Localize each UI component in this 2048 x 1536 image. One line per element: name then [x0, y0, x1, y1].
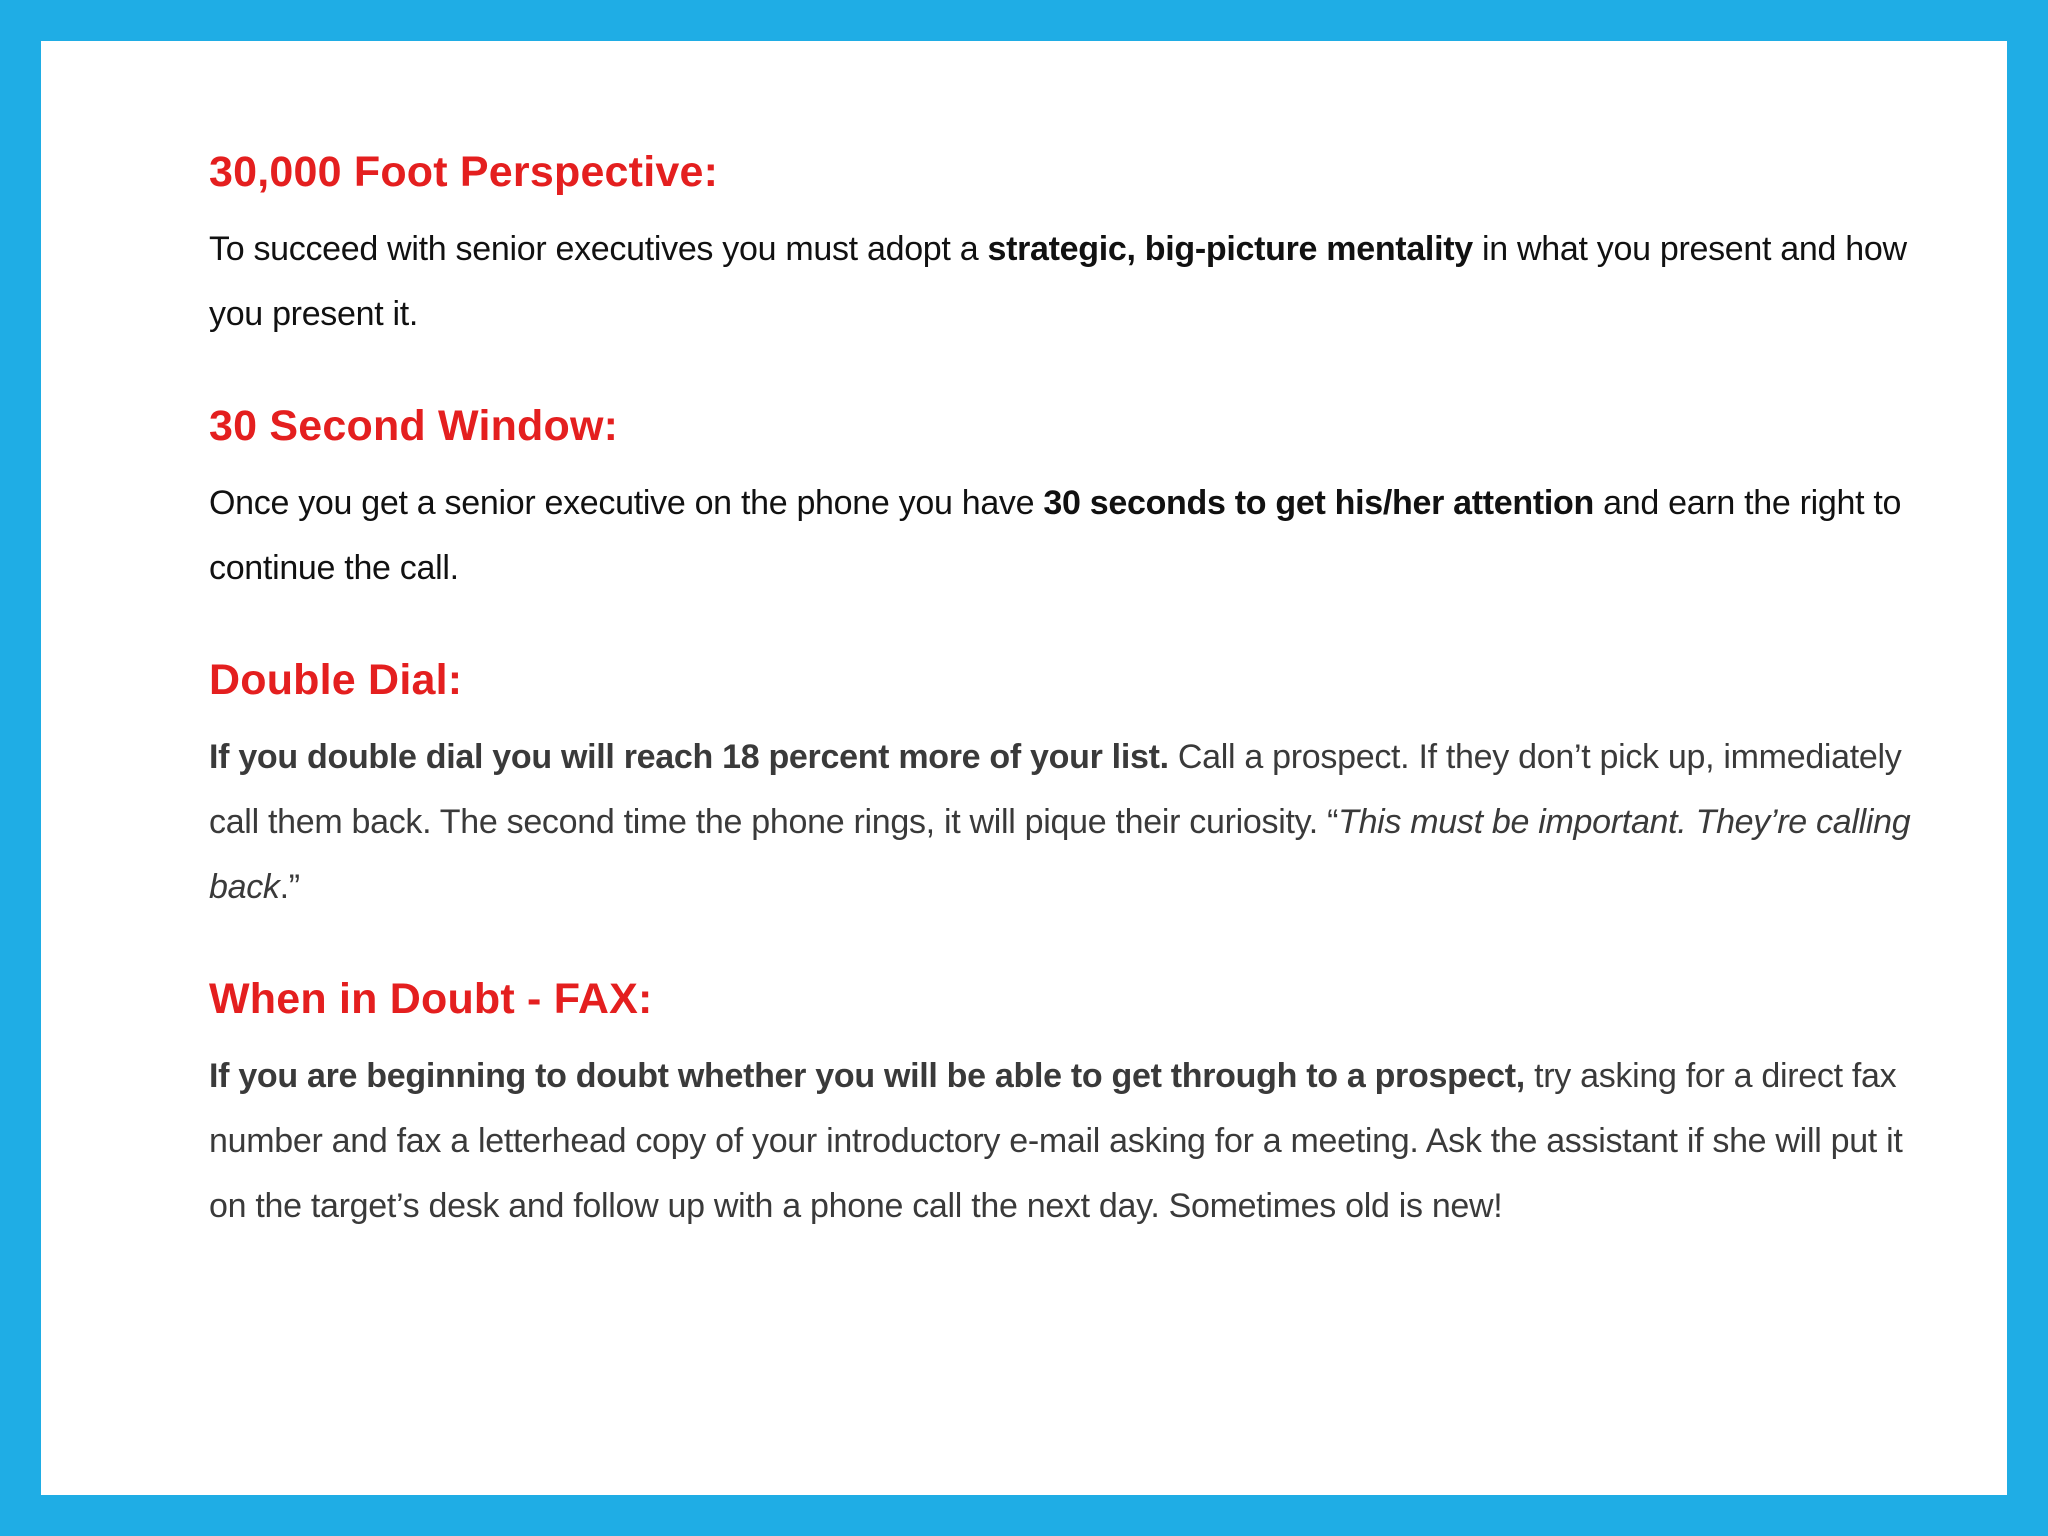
body-text: To succeed with senior executives you must adopt a — [209, 230, 988, 268]
section-double-dial — [209, 649, 1929, 920]
body-text: in what you present and how you present it. — [209, 230, 1907, 333]
section-heading: 30,000 Foot Perspective: — [209, 148, 719, 196]
section-when-in-doubt-fax — [209, 968, 1929, 1239]
body-text: Once you get a senior executive on the phone you have — [209, 484, 1044, 522]
body-bold-text: If you are beginning to doubt whether you will be able to get through to a prospect, — [209, 1057, 1525, 1095]
body-text: and earn the right to continue the call. — [209, 484, 1902, 587]
body-text: .” — [279, 868, 300, 906]
body-italic-text: This must be important. They’re calling back — [209, 803, 1911, 906]
section-heading: When in Doubt - FAX: — [209, 975, 653, 1023]
section-heading: Double Dial: — [209, 656, 463, 704]
section-30-second-window — [209, 395, 1929, 601]
body-bold-text: 30 seconds to get his/her attention — [1043, 484, 1594, 522]
section-body — [209, 725, 1929, 920]
section-30000-foot-perspective — [209, 141, 1929, 347]
section-body — [209, 217, 1929, 347]
body-text: Call a prospect. If they don’t pick up, immediately call them back. The second time the phone rings, it will pique their curiosity. “ — [209, 738, 1902, 841]
slide-page — [41, 41, 2007, 1495]
section-body — [209, 1044, 1929, 1239]
body-bold-text: strategic, big-picture mentality — [987, 230, 1473, 268]
body-text: try asking for a direct fax number and fax a letterhead copy of your introductory e-mail asking for a meeting. Ask the assistant if she will put it on the target’s desk and follow up with a phone call the next day. Sometimes old is new! — [209, 1057, 1903, 1225]
section-body — [209, 471, 1929, 601]
section-heading: 30 Second Window: — [209, 402, 619, 450]
body-bold-text: If you double dial you will reach 18 percent more of your list. — [209, 738, 1169, 776]
slide-content — [209, 141, 1929, 1287]
